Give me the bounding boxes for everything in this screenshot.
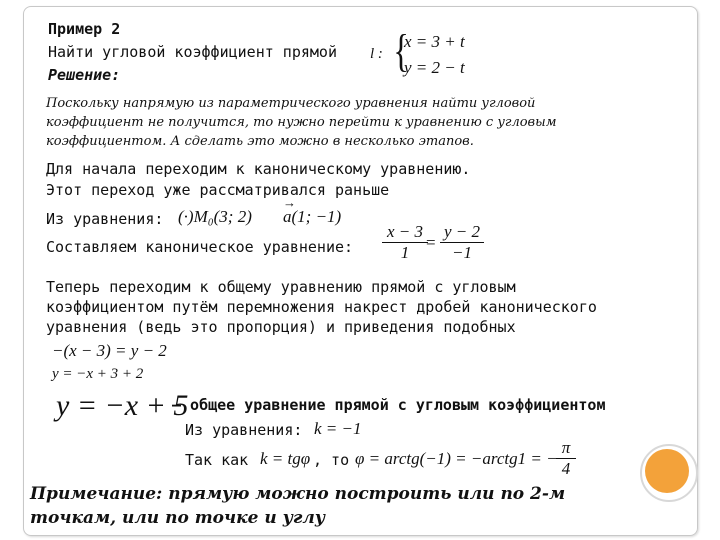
since-label: Так как [185,451,249,469]
pi-numerator: π [556,438,576,459]
equals-sign: = [426,233,436,252]
from-equation-label: Из уравнения: [46,210,164,228]
vector-arrow: → [283,195,296,210]
system-line1: x = 3 + t [404,32,465,51]
general-line-1: Теперь переходим к общему уравнению прямой с угловым [46,278,516,296]
intro-line-3: коэффициентом. А сделать это можно в несколько этапов. [46,134,474,149]
pi-fraction [556,438,576,479]
general-line-3: уравнения (ведь это пропорция) и приведения подобных [46,318,516,336]
k-value: k = −1 [314,419,362,438]
fraction-x-denominator: 1 [400,243,410,262]
canonical-line-1: Для начала переходим к каноническому уравнению. [46,160,471,178]
system-line2: y = 2 − t [404,58,465,77]
pi-denominator: 4 [561,459,571,478]
fraction-x-numerator: x − 3 [382,222,428,243]
intro-line-1: Поскольку напрямую из параметрического уравнения найти угловой [46,96,536,111]
fraction-y-denominator: −1 [452,243,472,262]
k-tg-phi: k = tgφ [260,449,311,468]
general-line-2: коэффициентом путём перемножения накрест дробей канонического [46,298,597,316]
result-equation: y = −x + 5 [56,389,189,422]
canonical-line-2: Этот переход уже рассматривался раньше [46,181,390,199]
result-description: – общее уравнение прямой с угловым коэффициентом [172,396,606,414]
decorative-circle-accent [645,449,689,493]
step-2-equation: y = −x + 3 + 2 [52,366,144,382]
point-m0: (·)M₀(3; 2) [178,207,252,226]
compose-canonical-label: Составляем каноническое уравнение: [46,238,354,256]
direction-vector: a(1; −1) [283,207,342,226]
system-label: l : [370,46,383,62]
fraction-y-numerator: y − 2 [440,222,484,243]
then-label: , то [313,451,350,469]
phi-expression: φ = arctg(−1) = −arctg1 = − [355,449,558,468]
example-heading: Пример 2 [48,20,121,38]
from-equation-label-2: Из уравнения: [185,421,303,439]
fraction-y [440,222,484,263]
note-line-1: Примечание: прямую можно построить или по 2-м [30,484,566,504]
task-text: Найти угловой коэффициент прямой [48,43,337,61]
system-brace: { [393,25,409,76]
note-line-2: точкам, или по точке и углу [30,508,326,528]
solution-label: Решение: [48,66,121,84]
intro-line-2: коэффициент не получится, то нужно перейти к уравнению с угловым [46,115,557,130]
step-1-equation: −(x − 3) = y − 2 [52,341,167,360]
fraction-x [382,222,428,263]
